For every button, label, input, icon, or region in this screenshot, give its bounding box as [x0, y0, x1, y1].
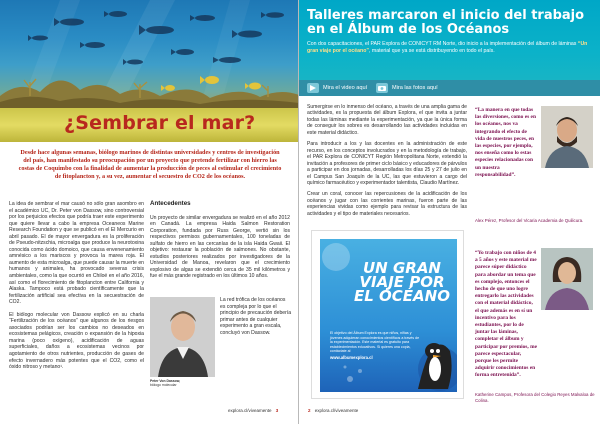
camera-icon [376, 83, 388, 93]
page-footer [308, 408, 358, 413]
paragraph: Sumergirse en lo inmenso del océano, a través de una amplia gama de actividades, es la propuesta del álbum Explora, el que invita a juntar todas las láminas mediante la experimentación, ya que la única forma de conseguir los sobres es desarrollando las actividades incluidas en este material didáctico. [307, 104, 467, 136]
video-link-label: Mira el video aquí [323, 85, 368, 91]
page-footer [228, 408, 278, 413]
portrait-block [150, 297, 215, 389]
page-number: 3 [275, 408, 279, 413]
testimonial-portrait-2 [541, 248, 593, 310]
paragraph: Crear un coral, conocer las repercusiones de la acidificación de los océanos y jugar con las corrientes marinas, fueron parte de las experiencias vividas como ejemplo para revisar la estructura de las actividades y el tipo de materiales necesarios. [307, 191, 467, 217]
media-bar [299, 80, 600, 96]
footer-label: explora.cl/viveamente [228, 408, 272, 413]
left-column-1 [9, 201, 144, 371]
testimonial-quote-2: “Yo trabajo con niños de 4 a 5 años y este material me parece súper didáctico para abordar un tema que es complejo, entonces el hecho de que uno logre entregarlo las actividades con el material didáctico, el que además es en sí un incentivo para los estudiantes, por lo de juntar las láminas, completar el álbum y participar por premios, me parece espectacular, porque les permite adquirir conocimientos en forma entretenida”. [475, 250, 537, 379]
poster-title: UN GRAN VIAJE POR EL OCÉANO [354, 259, 450, 305]
poster-text [330, 331, 422, 361]
paragraph: El biólogo molecular von Dassow explicó en su charla “Fertilización de los océanos” que algunos de los riesgos asociados podrían ser los cambios no deseados en ecosistemas pelágicos, creación o expansión de la hipoxia marina (poco oxígeno), acidificación de aguas superficiales, daños a ecosistemas vecinos por agotamiento de otros nutrientes, producción de gases de efecto invernadero más potentes que el CO2, como el óxido nitroso y metano¹. [9, 311, 144, 371]
portrait-photo [150, 297, 215, 377]
closing-paragraph: La red trófica de los océanos es compleja por lo que el principio de precaución debería primar antes de cualquier experimento a gran escala, concluyó von Dassow. [220, 297, 292, 336]
caption-name: Peter Von Dassow, [150, 379, 181, 383]
testimonial-attribution-1: Alex Pérez, Profesor del Vicaria Academia de Quilicura. [475, 218, 584, 223]
article-subtitle [307, 41, 595, 54]
paragraph: La idea de sembrar el mar causó no sólo gran asombro en el académico UC, Dr. Peter von Dassow, sino controversial por los perjuicios efectos que podría traer este experimento que quiere llevar a cabo la empresa Oceaneos Marine Research Foundation y que se publicó en el El Mercurio en abril pasado. El de mayor envergadura es la proliferación de Pseudo-nitzschia, microalga que produce la neurotoxina conocida como ácido domoico, que causa envenenamiento amnésico a los mariscos y provoca la marea roja. El aumento de esta microalga, que puede causar la muerte en humanos y animales, ha provocado severas crisis ambientales, como la que ocurrió en Chiloé en el año 2016, así como el florecimiento de fitoplancton entre California y Alaska. Tampoco está probado científicamente que la fertilización artificial sea efectiva en la secuestración de CO2. [9, 201, 144, 306]
article-header [299, 0, 600, 96]
title-band [0, 108, 299, 142]
testimonial-portrait-1 [541, 106, 593, 168]
ocean-photo [0, 0, 299, 108]
photos-link-label: Mira las fotos aquí [392, 85, 438, 91]
testimonial-attribution-2: Katherine Campos, Profesora del Colegio Reyes Malvaloa de Colina. [475, 392, 595, 403]
poster-body: El objetivo del Álbum Explora es que niños, niñas y jóvenes adquieran conocimientos científicos a través de la experimentación. Este material es gratuito para establecimientos educativos. Si quieres una copia, contáctate al [330, 331, 420, 354]
poster-url[interactable]: www.albumexplora.cl [330, 354, 373, 360]
section-heading: Antecedentes [150, 200, 191, 207]
testimonial-quote-1: “La manera en que todas las diversiones, como es en los océanos, nos va integrando el efecto de vida de nuestros peces, en las especies, por ejemplo, nos enseña como lo estas especies relacionadas con un nuestra responsabilidad”. [475, 107, 536, 178]
poster-artwork [320, 239, 457, 392]
page-number: 2 [308, 408, 311, 413]
subtitle-highlight: “Un gran viaje por el océano” [307, 41, 588, 54]
paragraph: Un proyecto de similar envergadura se realizó en el año 2012 en Canadá. La empresa Haida Salmon Restoration Corporation, fundada por Russ George, vertió sin los respectivos permisos gubernamentales, 100 toneladas de sulfato de hierro en las cercanías de la isla Haida Gwaii. El objetivo: restaurar la población de salmones. No obstante, estudios posteriores realizados por investigadores de la Universidad de Manoa, revelaron que el crecimiento explosivo de algas se extendió cerca de 35 mil kilómetros y fue el más grande registrado en los últimos 10 años. [150, 214, 290, 280]
paragraph: Para introducir a los y las docentes en la administración de este recurso, en los conceptos involucrados y en la metodología de trabajo, el PAR Explora de CONICYT Región Metropolitana Norte, extendió la invitación a profesores de primer ciclo básico y educadores de párvulos a participar en dos jornadas, desarrolladas los días 25 y 27 de julio en el Campus San Joaquín de la UC, las que estuvieron a cargo del químico farmacéutico y experimentador talentista, Claudio Martínez. [307, 141, 467, 186]
album-poster [311, 230, 464, 399]
right-page [299, 0, 600, 424]
article-title: ¿Sembrar el mar? [64, 112, 256, 134]
video-icon [307, 83, 319, 93]
caption-role: biólogo molecular [150, 383, 177, 387]
photos-link[interactable] [376, 82, 438, 94]
right-column-1 [307, 104, 467, 217]
left-page [0, 0, 299, 424]
ocean-illustration [0, 0, 299, 108]
article-title: Talleres marcaron el inicio del trabajo en el Álbum de los Océanos [307, 8, 585, 37]
subtitle-text-end: , material que ya se está distribuyendo en todo el país. [368, 47, 495, 54]
video-link[interactable] [307, 82, 367, 94]
subtitle-text: Con dos capacitaciones, el PAR Explora de CONICYT RM Norte, dio inicio a la implementación del álbum de láminas [307, 41, 578, 47]
lead-paragraph: Desde hace algunas semanas, biólogo marinos de distintas universidades y centros de investigación del país, han manifestado su preocupación por un proyecto que pretende fertilizar con hierro las costas de Coquimbo con la finalidad de aumentar la producción de peces al estimular el crecimiento de fitoplancton y, a su vez, aumentar el secuestro de CO2 de los océanos. [18, 149, 282, 180]
photo-caption [150, 379, 215, 387]
left-column-2 [150, 201, 290, 280]
footer-label: explora.cl/viveamente [314, 408, 359, 413]
